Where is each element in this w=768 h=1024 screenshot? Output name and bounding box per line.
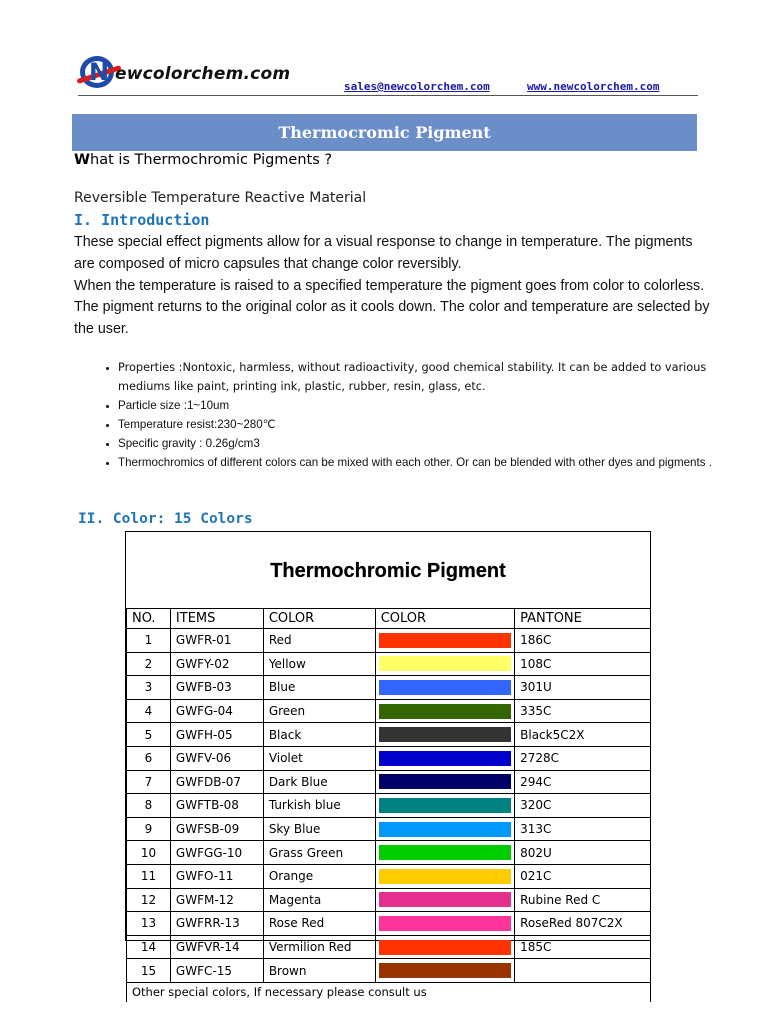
list-item: • Specific gravity : 0.26g/cm3 <box>118 434 738 453</box>
banner-title: Thermocromic Pigment <box>278 123 491 142</box>
cell-no: 4 <box>127 699 171 723</box>
cell-color-name: Magenta <box>263 888 375 912</box>
cell-no: 14 <box>127 935 171 959</box>
newcolorchem-logo[interactable] <box>80 54 320 94</box>
table-row <box>127 770 651 794</box>
cell-color-name: Violet <box>263 746 375 770</box>
table-row <box>127 912 651 936</box>
intro-paragraph-2: When the temperature is raised to a specified temperature the pigment goes from color to colorless. The pigment returns to the original color as it cools down. The color and temperature are selected by the user. <box>74 277 710 338</box>
table-footer-note: Other special colors, If necessary please consult us <box>127 982 651 1001</box>
title-banner <box>72 114 697 151</box>
cell-item: GWFO-11 <box>170 864 263 888</box>
color-swatch <box>379 727 511 742</box>
color-swatch <box>379 963 511 978</box>
color-swatch <box>379 751 511 766</box>
cell-no: 10 <box>127 841 171 865</box>
cell-color-swatch <box>375 841 514 865</box>
table-row <box>127 864 651 888</box>
cell-pantone <box>515 959 651 983</box>
cell-pantone: 186C <box>515 629 651 653</box>
cell-no: 11 <box>127 864 171 888</box>
cell-pantone: 108C <box>515 652 651 676</box>
cell-color-swatch <box>375 629 514 653</box>
cell-color-name: Grass Green <box>263 841 375 865</box>
cell-pantone: 185C <box>515 935 651 959</box>
cell-no: 7 <box>127 770 171 794</box>
table-row <box>127 629 651 653</box>
cell-color-name: Vermilion Red <box>263 935 375 959</box>
cell-color-name: Dark Blue <box>263 770 375 794</box>
cell-no: 5 <box>127 723 171 747</box>
header-no: NO. <box>127 609 171 629</box>
cell-color-swatch <box>375 652 514 676</box>
cell-no: 1 <box>127 629 171 653</box>
cell-no: 3 <box>127 676 171 700</box>
cell-color-name: Brown <box>263 959 375 983</box>
table-header-row <box>127 609 651 629</box>
table-title-text: Thermochromic Pigment <box>270 560 506 582</box>
subtitle: Reversible Temperature Reactive Material <box>74 190 367 206</box>
cell-pantone: Black5C2X <box>515 723 651 747</box>
table-row <box>127 959 651 983</box>
question-initial: W <box>74 152 90 168</box>
header-pantone: PANTONE <box>515 609 651 629</box>
cell-no: 12 <box>127 888 171 912</box>
cell-item: GWFSB-09 <box>170 817 263 841</box>
logo-letter: N <box>89 58 110 86</box>
cell-pantone: 021C <box>515 864 651 888</box>
cell-pantone: 335C <box>515 699 651 723</box>
table-row <box>127 841 651 865</box>
cell-color-name: Sky Blue <box>263 817 375 841</box>
properties-list <box>90 358 738 472</box>
cell-no: 15 <box>127 959 171 983</box>
cell-color-name: Yellow <box>263 652 375 676</box>
cell-color-swatch <box>375 864 514 888</box>
header-items: ITEMS <box>170 609 263 629</box>
email-link[interactable]: sales@newcolorchem.com <box>344 80 490 93</box>
cell-item: GWFB-03 <box>170 676 263 700</box>
website-link[interactable]: www.newcolorchem.com <box>527 80 660 93</box>
cell-color-swatch <box>375 959 514 983</box>
color-swatch <box>379 869 511 884</box>
table-row <box>127 699 651 723</box>
cell-color-name: Rose Red <box>263 912 375 936</box>
cell-color-swatch <box>375 770 514 794</box>
cell-pantone: 802U <box>515 841 651 865</box>
cell-color-name: Blue <box>263 676 375 700</box>
cell-item: GWFDB-07 <box>170 770 263 794</box>
color-section-heading: II. Color: 15 Colors <box>78 511 253 527</box>
cell-no: 13 <box>127 912 171 936</box>
cell-pantone: Rubine Red C <box>515 888 651 912</box>
cell-color-swatch <box>375 794 514 818</box>
cell-color-swatch <box>375 888 514 912</box>
cell-item: GWFH-05 <box>170 723 263 747</box>
table-title <box>126 560 650 583</box>
cell-no: 9 <box>127 817 171 841</box>
cell-pantone: 313C <box>515 817 651 841</box>
color-swatch <box>379 633 511 648</box>
table-row <box>127 817 651 841</box>
color-swatch <box>379 822 511 837</box>
color-swatch <box>379 916 511 931</box>
table-row <box>127 723 651 747</box>
cell-color-swatch <box>375 699 514 723</box>
cell-item: GWFY-02 <box>170 652 263 676</box>
cell-item: GWFV-06 <box>170 746 263 770</box>
cell-color-name: Red <box>263 629 375 653</box>
pigment-table <box>126 608 651 1002</box>
cell-pantone: 294C <box>515 770 651 794</box>
intro-paragraph-1: These special effect pigments allow for a visual response to change in temperature. The pigments are composed of micro capsules that change color reversibly. <box>74 234 693 272</box>
cell-item: GWFM-12 <box>170 888 263 912</box>
list-item: • Thermochromics of different colors can be mixed with each other. Or can be blended with other dyes and pigments . <box>118 453 738 472</box>
cell-item: GWFC-15 <box>170 959 263 983</box>
cell-no: 6 <box>127 746 171 770</box>
color-swatch <box>379 845 511 860</box>
cell-pantone: RoseRed 807C2X <box>515 912 651 936</box>
cell-color-swatch <box>375 935 514 959</box>
color-swatch <box>379 940 511 955</box>
table-row <box>127 676 651 700</box>
logo-text: ewcolorchem.com <box>115 64 291 84</box>
table-row <box>127 794 651 818</box>
cell-pantone: 320C <box>515 794 651 818</box>
cell-color-swatch <box>375 676 514 700</box>
cell-item: GWFG-04 <box>170 699 263 723</box>
table-footer-row <box>127 982 651 1001</box>
table-row <box>127 888 651 912</box>
table-row <box>127 935 651 959</box>
cell-color-swatch <box>375 746 514 770</box>
color-swatch <box>379 680 511 695</box>
header-color-swatch: COLOR <box>375 609 514 629</box>
header-color-name: COLOR <box>263 609 375 629</box>
color-swatch <box>379 798 511 813</box>
question-rest: hat is Thermochromic Pigments ? <box>90 152 333 168</box>
header-divider <box>78 95 698 96</box>
table-row <box>127 652 651 676</box>
cell-pantone: 301U <box>515 676 651 700</box>
cell-color-swatch <box>375 723 514 747</box>
question-heading <box>74 152 332 168</box>
cell-color-name: Turkish blue <box>263 794 375 818</box>
list-item: • Particle size :1~10um <box>118 396 738 415</box>
color-swatch <box>379 892 511 907</box>
color-swatch <box>379 774 511 789</box>
table-row <box>127 746 651 770</box>
list-item: • Temperature resist:230~280℃ <box>118 415 738 434</box>
introduction-heading: I. Introduction <box>74 211 210 229</box>
cell-color-name: Green <box>263 699 375 723</box>
cell-no: 8 <box>127 794 171 818</box>
list-item: • Properties :Nontoxic, harmless, without radioactivity, good chemical stability. It can be added to various mediums like paint, printing ink, plastic, rubber, resin, glass, etc. <box>118 358 738 396</box>
cell-item: GWFGG-10 <box>170 841 263 865</box>
color-swatch <box>379 656 511 671</box>
cell-color-name: Orange <box>263 864 375 888</box>
cell-no: 2 <box>127 652 171 676</box>
cell-color-swatch <box>375 912 514 936</box>
cell-item: GWFR-01 <box>170 629 263 653</box>
cell-color-swatch <box>375 817 514 841</box>
pigment-table-frame <box>125 531 651 1000</box>
color-swatch <box>379 704 511 719</box>
cell-item: GWFTB-08 <box>170 794 263 818</box>
cell-item: GWFRR-13 <box>170 912 263 936</box>
cell-color-name: Black <box>263 723 375 747</box>
cell-pantone: 2728C <box>515 746 651 770</box>
cell-item: GWFVR-14 <box>170 935 263 959</box>
